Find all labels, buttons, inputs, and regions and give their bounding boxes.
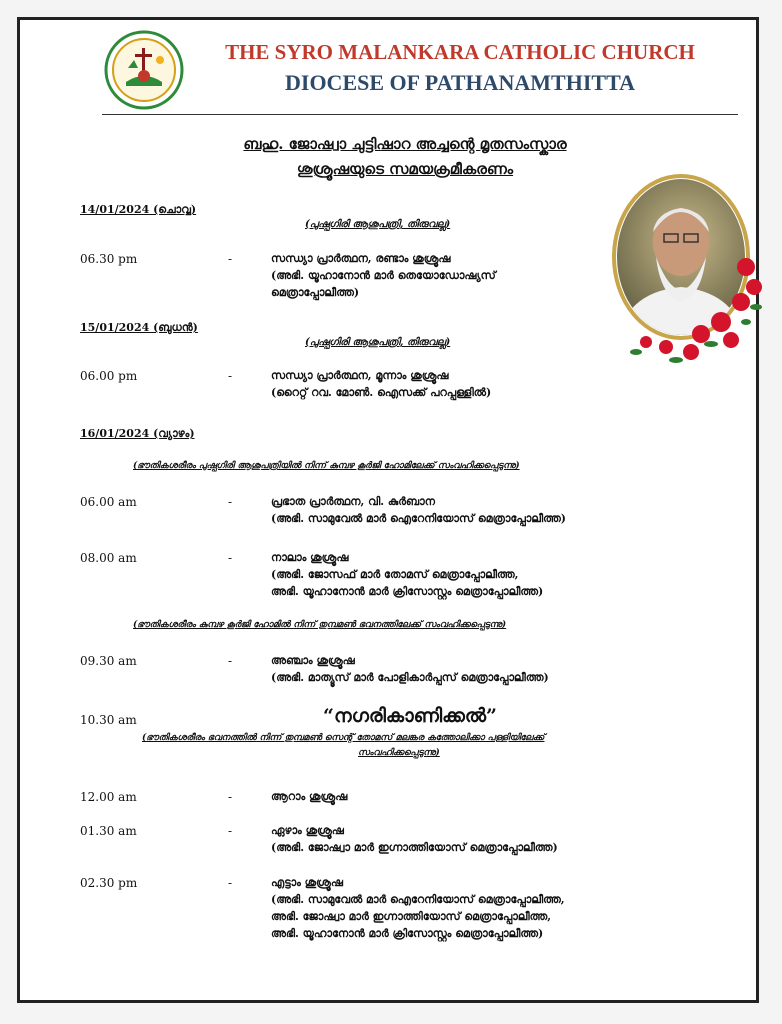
event-description: സന്ധ്യാ പ്രാർത്ഥന, രണ്ടാം ശുശ്രൂഷ (അഭി. യൂഹാനോൻ മാർ തെയോഡോഷ്യസ് മെത്രാപ്പോലീത്ത) <box>271 252 496 299</box>
separator-dash: - <box>228 252 233 266</box>
event-time: 10.30 am <box>80 713 137 727</box>
title-line-2: ശുശ്രൂഷയുടെ സമയക്രമീകരണം <box>296 160 514 178</box>
event-description: ഏഴാം ശുശ്രൂഷ (അഭി. ജോഷ്വാ മാർ ഇഗ്നാത്തിയോസ് മെത്രാപ്പോലീത്ത) <box>271 824 558 854</box>
date-14-01: 14/01/2024 (ചൊവ്വ) <box>80 203 197 216</box>
separator-dash: - <box>228 876 233 890</box>
procession-note-line-1: (ഭൗതികശരീരം ഭവനത്തിൽ നിന്ന് തുമ്പമൺ സെന്റ് തോമസ് മലങ്കര കത്തോലിക്കാ പള്ളിയിലേക്ക് <box>142 733 545 743</box>
event-time: 01.30 am <box>80 824 137 838</box>
event-description: ആറാം ശുശ്രൂഷ <box>271 790 348 803</box>
event-description: എട്ടാം ശുശ്രൂഷ (അഭി. സാമുവേൽ മാർ ഐറേനിയോസ് മെത്രാപ്പോലീത്ത, അഭി. ജോഷ്വാ മാർ ഇഗ്നാത്തിയോസ് മെത്രാപ്പോലീത്ത, അഭി. യൂഹാനോൻ മാർ ക്രിസോസ്റ്റം മെത്രാപ്പോലീത്ത) <box>271 876 565 940</box>
transfer-note-1: (ഭൗതികശരീരം പുഷ്പഗിരി ആശുപത്രിയിൽ നിന്ന് കുമ്പഴ കൂർജി ഹോമിലേക്ക് സംവഹിക്കപ്പെടുന്നു) <box>133 461 520 471</box>
date-15-01: 15/01/2024 (ബുധൻ) <box>80 321 198 334</box>
event-time: 08.00 am <box>80 551 137 565</box>
title-line-1: ബഹു. ജോഷ്വാ ചുട്ടിഷാറ അച്ചന്റെ മൃതസംസ്കാര <box>243 135 567 153</box>
event-time: 12.00 am <box>80 790 137 804</box>
location-day2: (പുഷ്പഗിരി ആശുപത്രി, തിരുവല്ല) <box>305 337 451 348</box>
event-time: 06.00 pm <box>80 369 138 383</box>
transfer-note-2: (ഭൗതികശരീരം കുമ്പഴ കൂർജി ഹോമിൽ നിന്ന് തുമ്പമൺ ഭവനത്തിലേക്ക് സംവഹിക്കപ്പെടുന്നു) <box>133 620 507 630</box>
diocese-logo <box>104 30 184 110</box>
event-time: 02.30 pm <box>80 876 138 890</box>
event-time: 06.30 pm <box>80 252 138 266</box>
header-divider <box>102 114 738 115</box>
event-time: 06.00 am <box>80 495 137 509</box>
priest-portrait <box>606 172 766 377</box>
procession-note-line-2: സംവഹിക്കപ്പെടുന്നു) <box>358 748 440 758</box>
location-day1: (പുഷ്പഗിരി ആശുപത്രി, തിരുവല്ല) <box>305 219 451 230</box>
event-description: നാലാം ശുശ്രൂഷ (അഭി. ജോസഫ് മാർ തോമസ് മെത്രാപ്പോലീത്ത, അഭി. യൂഹാനോൻ മാർ ക്രിസോസ്റ്റം മെത്രാപ്പോലീത്ത) <box>271 551 544 598</box>
separator-dash: - <box>228 551 233 565</box>
separator-dash: - <box>228 495 233 509</box>
diocese-name: DIOCESE OF PATHANAMTHITTA <box>285 70 635 95</box>
event-description: സന്ധ്യാ പ്രാർത്ഥന, മൂന്നാം ശുശ്രൂഷ (റൈറ്റ് റവ. മോൺ. ഐസക്ക് പറപ്പള്ളിൽ) <box>271 369 492 399</box>
date-16-01: 16/01/2024 (വ്യാഴം) <box>80 427 195 440</box>
separator-dash: - <box>228 790 233 804</box>
procession-title: “നഗരികാണിക്കൽ” <box>323 705 497 727</box>
event-description: അഞ്ചാം ശുശ്രൂഷ (അഭി. മാത്യൂസ് മാർ പോളികാർപ്പസ് മെത്രാപ്പോലീത്ത) <box>271 654 549 684</box>
separator-dash: - <box>228 824 233 838</box>
separator-dash: - <box>228 369 233 383</box>
separator-dash: - <box>228 654 233 668</box>
org-name: THE SYRO MALANKARA CATHOLIC CHURCH <box>225 40 695 64</box>
event-description: പ്രഭാത പ്രാർത്ഥന, വി. കുർബാന (അഭി. സാമുവേൽ മാർ ഐറേനിയോസ് മെത്രാപ്പോലീത്ത) <box>271 495 566 525</box>
event-time: 09.30 am <box>80 654 137 668</box>
